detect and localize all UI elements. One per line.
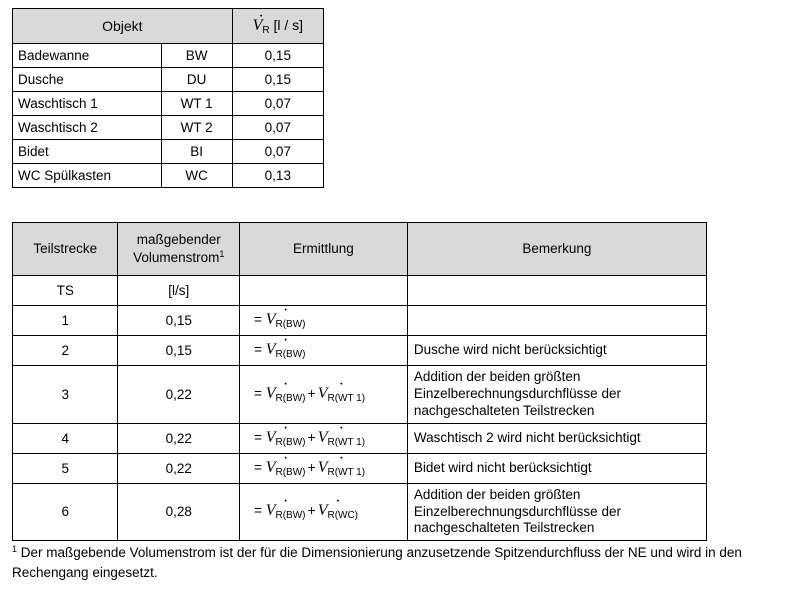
flow-term: ∙ $V_{R(BW)}$: [266, 312, 306, 330]
fixture-name: Waschtisch 2: [13, 116, 162, 140]
fixture-abbreviation: WC: [161, 164, 232, 188]
section-remark-text: Addition der beiden größten Einzelberechnungsdurchflüsse der nachgeschalteten Teilstrecken: [413, 486, 621, 536]
section-remark: [407, 366, 706, 424]
section-number: 5: [13, 453, 118, 483]
fixture-flow-value: 0,13: [232, 164, 323, 188]
section-formula: [240, 423, 408, 453]
flow-term: ∙ $V_{R(WT 1)}$: [318, 430, 365, 448]
fixture-name: Bidet: [13, 140, 162, 164]
volumenstrom-line1: maßgebender: [136, 232, 221, 248]
pipe-section-table-body: [13, 276, 707, 541]
section-formula: [240, 483, 408, 541]
footnote: [12, 543, 782, 582]
section-flow-value: 0,22: [118, 366, 240, 424]
flow-term: ∙ $V_{R(BW)}$: [266, 460, 306, 478]
section-flow-value: 0,22: [118, 423, 240, 453]
plus-sign: +: [307, 384, 316, 401]
table-row: [13, 483, 707, 541]
fixture-flow-value: 0,15: [232, 68, 323, 92]
fixture-name: Dusche: [13, 68, 162, 92]
flow-term: ∙ $V_{R(BW)}$: [266, 342, 306, 360]
section-remark: [407, 423, 706, 453]
section-number: 6: [13, 483, 118, 541]
fixture-abbreviation: WT 1: [161, 92, 232, 116]
footnote-marker: 1: [12, 544, 18, 554]
footnote-text: Der maßgebende Volumenstrom ist der für die Dimensionierung anzusetzende Spitzendurchfluss der NE und wird in den Rechengang eingesetzt.: [12, 545, 742, 580]
section-flow-value: 0,15: [118, 306, 240, 336]
footnote-marker-icon: 1: [219, 248, 225, 259]
fixture-flow-table-head: [13, 9, 324, 44]
flow-term-subscript: R(BW): [275, 510, 306, 522]
pipe-section-table-container: [12, 222, 707, 541]
unit-row-ermittlung: [240, 276, 408, 306]
fixture-flow-value: 0,07: [232, 140, 323, 164]
section-formula: [240, 336, 408, 366]
fixture-name: Badewanne: [13, 44, 162, 68]
flow-term-subscript: R(BW): [275, 436, 306, 448]
flow-term-subscript: R(BW): [275, 348, 306, 360]
table-row: [13, 336, 707, 366]
table-row: [13, 92, 324, 116]
unit-row-volumenstrom: [l/s]: [118, 276, 240, 306]
section-remark-text: Bidet wird nicht berücksichtigt: [413, 459, 592, 475]
equals-sign: =: [254, 503, 262, 519]
fixture-abbreviation: BI: [161, 140, 232, 164]
pipe-section-table-head: [13, 223, 707, 276]
section-formula: [240, 306, 408, 336]
flow-term-subscript: R(WT 1): [327, 466, 366, 478]
flow-term-subscript: R(BW): [275, 392, 306, 404]
section-remark: [407, 336, 706, 366]
fixture-name: Waschtisch 1: [13, 92, 162, 116]
section-remark: [407, 306, 706, 336]
flow-term: ∙ $V_{R(WT 1)}$: [318, 460, 365, 478]
fixture-flow-table-body: [13, 44, 324, 188]
table-row: [13, 453, 707, 483]
equals-sign: =: [254, 341, 262, 357]
column-header-flowrate: [232, 9, 323, 44]
table-row: [13, 140, 324, 164]
flow-term: ∙ $V_{R(BW)}$: [266, 430, 306, 448]
section-number: 1: [13, 306, 118, 336]
column-header-teilstrecke: Teilstrecke: [13, 223, 118, 276]
table-header-row: [13, 9, 324, 44]
section-flow-value: 0,28: [118, 483, 240, 541]
unit-row-teilstrecke: TS: [13, 276, 118, 306]
column-header-volumenstrom: [118, 223, 240, 276]
table-row: [13, 164, 324, 188]
section-formula: [240, 453, 408, 483]
volumenstrom-line2: Volumenstrom: [133, 249, 220, 265]
section-flow-value: 0,22: [118, 453, 240, 483]
flow-term-subscript: R(WT 1): [327, 436, 366, 448]
section-remark-text: Addition der beiden größten Einzelberechnungsdurchflüsse der nachgeschalteten Teilstrecken: [413, 369, 621, 418]
flow-term-subscript: R(WT 1): [327, 392, 366, 404]
table-header-row: [13, 223, 707, 276]
section-number: 4: [13, 423, 118, 453]
fixture-flow-value: 0,15: [232, 44, 323, 68]
table-row: [13, 44, 324, 68]
plus-sign: +: [307, 458, 316, 475]
fixture-flow-table: [12, 8, 324, 188]
plus-sign: +: [307, 502, 316, 519]
table-row: [13, 366, 707, 424]
fixture-flow-table-container: [12, 8, 324, 188]
plus-sign: +: [307, 428, 316, 445]
column-header-bemerkung: Bemerkung: [407, 223, 706, 276]
table-row: [13, 68, 324, 92]
section-flow-value: 0,15: [118, 336, 240, 366]
equals-sign: =: [254, 429, 262, 445]
section-remark-text: Dusche wird nicht berücksichtigt: [413, 342, 607, 358]
flow-term-subscript: R(BW): [275, 318, 306, 330]
section-remark: [407, 453, 706, 483]
column-header-objekt: Objekt: [13, 9, 233, 44]
table-row: [13, 423, 707, 453]
unit-row-bemerkung: [407, 276, 706, 306]
section-remark-text: Waschtisch 2 wird nicht berücksichtigt: [413, 429, 641, 445]
fixture-name: WC Spülkasten: [13, 164, 162, 188]
section-number: 2: [13, 336, 118, 366]
volumetric-flow-symbol: ∙ $V_R$: [253, 18, 270, 36]
fixture-abbreviation: WT 2: [161, 116, 232, 140]
equals-sign: =: [254, 311, 262, 327]
section-formula: [240, 366, 408, 424]
flow-unit-label: [l / s]: [273, 16, 304, 33]
flow-term-subscript: R(WC): [327, 510, 359, 522]
fixture-flow-value: 0,07: [232, 116, 323, 140]
equals-sign: =: [254, 459, 262, 475]
section-remark: [407, 483, 706, 541]
table-row: [13, 116, 324, 140]
flow-term: ∙ $V_{R(BW)}$: [266, 386, 306, 404]
fixture-flow-value: 0,07: [232, 92, 323, 116]
flow-term: ∙ $V_{R(WT 1)}$: [318, 386, 365, 404]
flow-symbol-subscript: R: [262, 24, 270, 36]
flow-term-subscript: R(BW): [275, 466, 306, 478]
column-header-ermittlung: Ermittlung: [240, 223, 408, 276]
equals-sign: =: [254, 385, 262, 401]
fixture-abbreviation: DU: [161, 68, 232, 92]
flow-term: ∙ $V_{R(WC)}$: [318, 503, 358, 521]
table-row-units: [13, 276, 707, 306]
flow-term: ∙ $V_{R(BW)}$: [266, 503, 306, 521]
table-row: [13, 306, 707, 336]
section-number: 3: [13, 366, 118, 424]
fixture-abbreviation: BW: [161, 44, 232, 68]
pipe-section-table: [12, 222, 707, 541]
